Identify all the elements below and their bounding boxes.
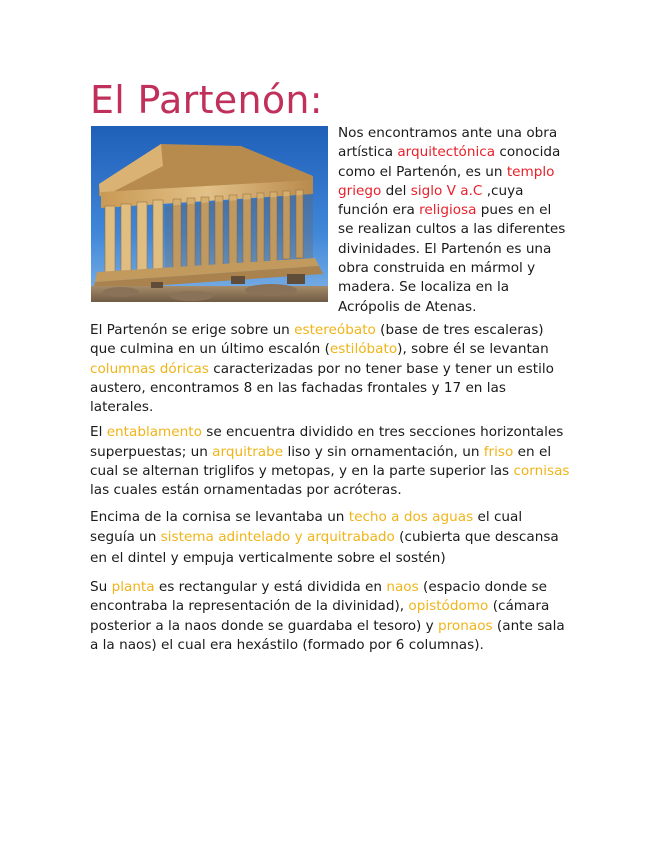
link-friso[interactable]: friso [483, 443, 514, 460]
text: Su [90, 579, 112, 596]
paragraph-entablamento [90, 423, 570, 500]
text: (cámara posterior a la naos donde se guardaba el tesoro) y [90, 598, 550, 634]
text: ), sobre él se levantan [397, 341, 549, 358]
text: el cual seguía un [90, 508, 523, 546]
link-estereobato[interactable]: estereóbato [294, 321, 376, 338]
link-siglo-v[interactable]: siglo V a.C [410, 182, 483, 199]
link-religiosa[interactable]: religiosa [419, 202, 477, 219]
text: Encima de la cornisa se levantaba un [90, 508, 349, 525]
link-pronaos[interactable]: pronaos [438, 617, 493, 634]
link-opistodomo[interactable]: opistódomo [408, 598, 489, 615]
link-cornisas[interactable]: cornisas [513, 463, 570, 480]
link-planta[interactable]: planta [111, 579, 155, 596]
text: se encuentra dividido en tres secciones horizontales superpuestas; un [90, 424, 564, 460]
text: pues en el se realizan cultos a las diferentes divinidades. El Partenón es una obra construida en mármol y madera. Se localiza en la Acrópolis de Atenas. [338, 202, 566, 315]
text: conocida como el Partenón, es un [338, 144, 561, 180]
text: del [381, 182, 411, 199]
paragraph-estereobato [90, 321, 570, 417]
link-entablamento[interactable]: entablamento [106, 424, 202, 441]
link-techo-dos-aguas[interactable]: techo a dos aguas [348, 508, 474, 525]
link-estilobato[interactable]: estilóbato [329, 341, 398, 358]
text: Nos encontramos ante una obra artística [338, 125, 558, 161]
text: en el cual se alternan triglifos y metopas, y en la parte superior las [90, 443, 552, 480]
text: (espacio donde se encontraba la representación de la divinidad), [90, 579, 547, 615]
text: (cubierta que descansa en el dintel y empuja verticalmente sobre el sostén) [90, 529, 559, 566]
link-naos[interactable]: naos [386, 579, 419, 596]
link-arquitectonica[interactable]: arquitectónica [397, 144, 496, 161]
text: caracterizadas por no tener base y tener un estilo austero, encontramos 8 en las fachadas frontales y 17 en las laterales. [90, 360, 554, 416]
paragraph-techo [90, 507, 570, 569]
paragraph-planta [90, 578, 570, 655]
image-wrap-spacer [90, 124, 338, 316]
text: ,cuya función era [338, 182, 524, 219]
page-title: El Partenón: [90, 78, 323, 122]
link-columnas-doricas[interactable]: columnas dóricas [90, 360, 209, 377]
link-templo-griego[interactable]: templo griego [338, 163, 555, 199]
text: El [90, 424, 107, 441]
text: (ante sala a la naos) el cual era hexástilo (formado por 6 columnas). [90, 617, 565, 654]
document-body [90, 124, 570, 661]
text: es rectangular y está dividida en [154, 579, 387, 596]
text: El Partenón se erige sobre un [90, 321, 295, 338]
text: liso y sin ornamentación, un [283, 443, 484, 460]
text: las cuales están ornamentadas por acróteras. [90, 482, 402, 499]
link-sistema-adintelado[interactable]: sistema adintelado y arquitrabado [160, 529, 395, 546]
link-arquitrabe[interactable]: arquitrabe [212, 443, 284, 460]
text: (base de tres escaleras) que culmina en un último escalón ( [90, 321, 544, 358]
